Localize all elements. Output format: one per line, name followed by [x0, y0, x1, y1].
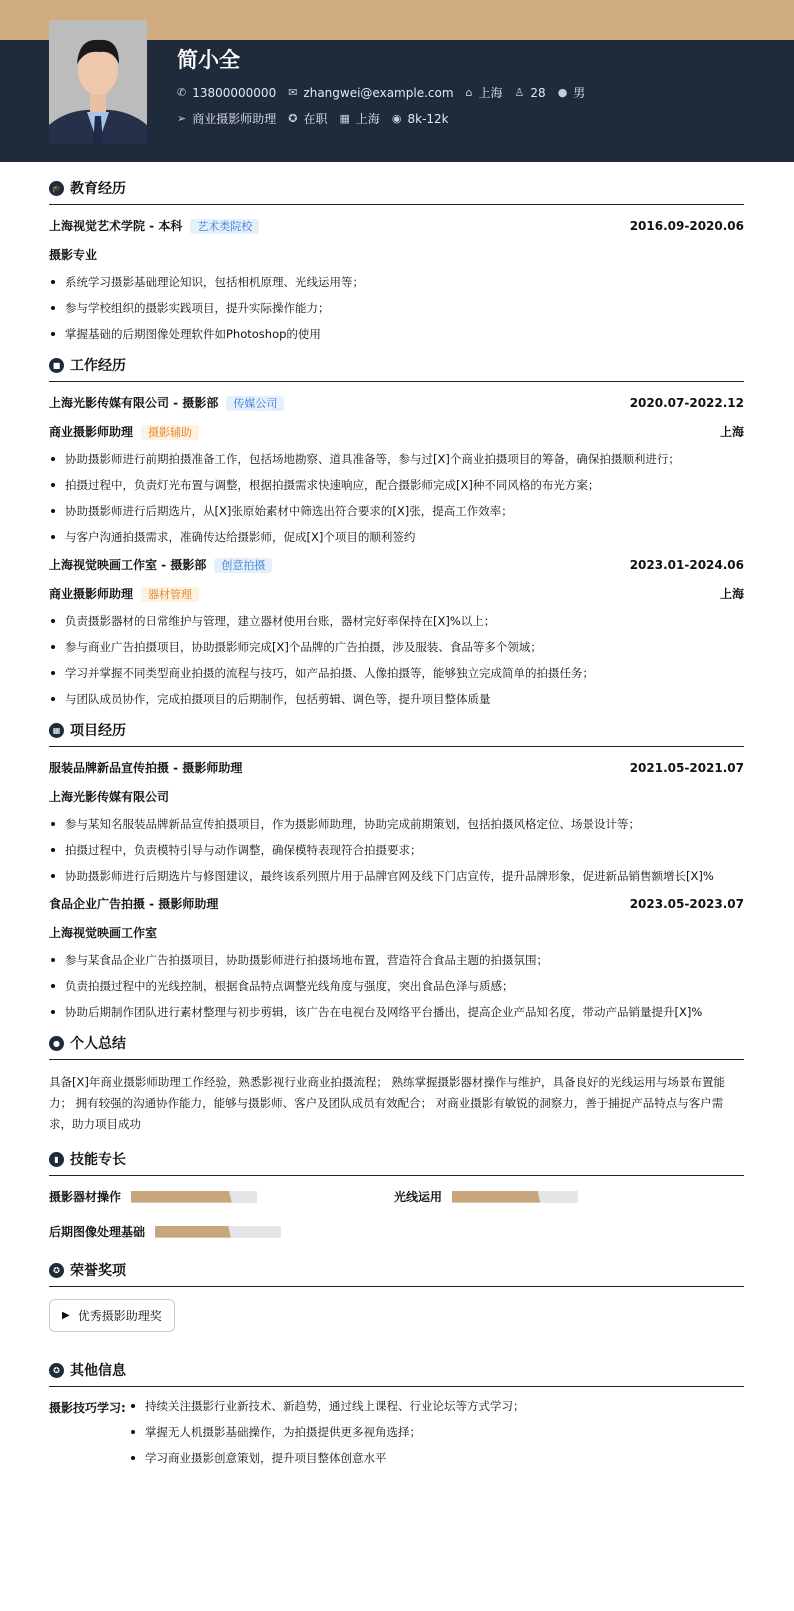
role-tag: 器材管理	[141, 587, 199, 602]
other-label: 摄影技巧学习:	[49, 1401, 126, 1415]
project-name: 食品企业广告拍摄 - 摄影师助理	[49, 897, 219, 911]
age: 28	[530, 85, 546, 100]
skill-name: 摄影器材操作	[49, 1190, 122, 1204]
company: 上海视觉映画工作室 - 摄影部	[49, 558, 207, 572]
award-item[interactable]	[49, 1299, 175, 1332]
list-item: 学习并掌握不同类型商业拍摄的流程与技巧，如产品拍摄、人像拍摄等，能够独立完成简单的拍摄任务；	[49, 666, 744, 680]
school: 上海视觉艺术学院 - 本科	[49, 219, 183, 233]
list-item: 负责摄影器材的日常维护与管理，建立器材使用台账，器材完好率保持在[X]%以上；	[49, 614, 744, 628]
graduation-cap-icon: 🎓	[49, 181, 64, 196]
list-item: 协助后期制作团队进行素材整理与初步剪辑，该广告在电视台及网络平台播出，提高企业产品知名度，带动产品销量提升[X]%	[49, 1005, 744, 1019]
list-item: 参与商业广告拍摄项目，协助摄影师完成[X]个品牌的广告拍摄，涉及服装、食品等多个领域；	[49, 640, 744, 654]
briefcase-icon: ■	[49, 358, 64, 373]
list-item: 与客户沟通拍摄需求，准确传达给摄影师，促成[X]个项目的顺利签约	[49, 530, 744, 544]
list-item: 拍摄过程中，负责灯光布置与调整，根据拍摄需求快速响应，配合摄影师完成[X]种不同风格的布光方案；	[49, 478, 744, 492]
list-item: 掌握无人机摄影基础操作，为拍摄提供更多视角选择；	[129, 1425, 744, 1439]
summary-text: 具备[X]年商业摄影师助理工作经验，熟悉影视行业商业拍摄流程； 熟练掌握摄影器材操作与维护，具备良好的光线运用与场景布置能力； 拥有较强的沟通协作能力，能够与摄影师、客户及团队成员有效配合； 对商业摄影有敏锐的洞察力，善于捕捉产品特点与客户需求，助力项目成功	[49, 1075, 725, 1131]
role-tag: 摄影辅助	[141, 425, 199, 440]
summary-section	[49, 1033, 744, 1135]
list-item: 协助摄影师进行前期拍摄准备工作，包括场地勘察、道具准备等，参与过[X]个商业拍摄项目的筹备，确保拍摄顺利进行；	[49, 452, 744, 466]
skill-bar-fill	[131, 1191, 232, 1203]
job-target: 商业摄影师助理	[192, 112, 277, 126]
list-item: 拍摄过程中，负责模特引导与动作调整，确保模特表现符合拍摄要求；	[49, 843, 744, 857]
company-tag: 传媒公司	[226, 396, 284, 411]
project-name: 服装品牌新品宣传拍摄 - 摄影师助理	[49, 761, 243, 775]
company-tag: 创意拍摄	[214, 558, 272, 573]
date: 2021.05-2021.07	[629, 760, 744, 775]
projects-section	[49, 720, 744, 1019]
list-item: 学习商业摄影创意策划，提升项目整体创意水平	[129, 1451, 744, 1465]
cake-icon: ♙	[514, 86, 525, 99]
other-section	[49, 1360, 744, 1485]
skill-item	[49, 1188, 394, 1205]
role: 商业摄影师助理	[49, 425, 134, 439]
list-item: 系统学习摄影基础理论知识，包括相机原理、光线运用等；	[49, 275, 744, 289]
section-title: 工作经历	[70, 358, 126, 374]
list-item: 与团队成员协作，完成拍摄项目的后期制作，包括剪辑、调色等，提升项目整体质量	[49, 692, 744, 706]
major: 摄影专业	[49, 248, 98, 262]
skill-item	[49, 1223, 394, 1240]
user-icon: ●	[49, 1036, 64, 1051]
salary: 8k-12k	[407, 111, 449, 126]
gender: 男	[573, 86, 586, 100]
section-title: 其他信息	[70, 1363, 126, 1379]
job-status: 在职	[303, 112, 328, 126]
caret-right-icon: ▶	[62, 1310, 70, 1321]
phone: 13800000000	[192, 85, 277, 100]
info-icon: ✪	[49, 1363, 64, 1378]
city: 上海	[719, 587, 744, 601]
list-item: 参与某知名服装品牌新品宣传拍摄项目，作为摄影师助理，协助完成前期策划，包括拍摄风格定位、场景设计等；	[49, 817, 744, 831]
list-item: 持续关注摄影行业新技术、新趋势，通过线上课程、行业论坛等方式学习；	[129, 1399, 744, 1413]
education-section	[49, 178, 744, 341]
location: 上海	[478, 86, 503, 100]
skill-bar-fill	[452, 1191, 540, 1203]
date: 2016.09-2020.06	[629, 218, 744, 233]
section-title: 荣誉奖项	[70, 1263, 126, 1279]
list-item: 参与学校组织的摄影实践项目，提升实际操作能力；	[49, 301, 744, 315]
awards-section	[49, 1260, 744, 1346]
list-item: 负责拍摄过程中的光线控制，根据食品特点调整光线角度与强度，突出食品色泽与质感；	[49, 979, 744, 993]
section-title: 技能专长	[70, 1152, 126, 1168]
skill-name: 光线运用	[394, 1190, 443, 1204]
home-icon: ⌂	[465, 86, 473, 99]
skill-bar	[452, 1191, 578, 1203]
list-item: 协助摄影师进行后期选片与修图建议，最终该系列照片用于品牌官网及线下门店宣传，提升品牌形象，促进新品销售额增长[X]%	[49, 869, 744, 883]
candidate-name: 简小全	[177, 48, 240, 72]
skill-item	[394, 1188, 739, 1205]
list-item: 参与某食品企业广告拍摄项目，协助摄影师进行拍摄场地布置，营造符合食品主题的拍摄氛围；	[49, 953, 744, 967]
work-section	[49, 355, 744, 706]
company: 上海光影传媒有限公司 - 摄影部	[49, 396, 219, 410]
chart-icon: ▮	[49, 1152, 64, 1167]
award-icon: ✪	[49, 1263, 64, 1278]
target-city: 上海	[355, 112, 380, 126]
section-title: 项目经历	[70, 723, 126, 739]
section-title: 个人总结	[70, 1036, 126, 1052]
building-icon: ▦	[339, 112, 350, 125]
skills-section	[49, 1149, 744, 1240]
date: 2023.05-2023.07	[629, 896, 744, 911]
job-row	[177, 110, 449, 127]
contact-row	[177, 84, 585, 101]
date: 2023.01-2024.06	[629, 557, 744, 572]
phone-icon: ✆	[177, 86, 187, 99]
project-org: 上海光影传媒有限公司	[49, 790, 170, 804]
grid-icon: ▦	[49, 723, 64, 738]
skill-bar	[155, 1226, 281, 1238]
avatar-photo	[49, 20, 147, 144]
skill-bar	[131, 1191, 257, 1203]
section-title: 教育经历	[70, 181, 126, 197]
project-org: 上海视觉映画工作室	[49, 926, 158, 940]
mail-icon: ✉	[288, 86, 298, 99]
role: 商业摄影师助理	[49, 587, 134, 601]
send-icon: ➢	[177, 112, 187, 125]
status-icon: ✪	[288, 112, 298, 125]
email: zhangwei@example.com	[303, 85, 454, 100]
school-tag: 艺术类院校	[190, 219, 259, 234]
skill-bar-fill	[155, 1226, 231, 1238]
list-item: 掌握基础的后期图像处理软件如Photoshop的使用	[49, 327, 744, 341]
gender-icon: ●	[557, 86, 568, 99]
award-name: 优秀摄影助理奖	[77, 1309, 162, 1323]
city: 上海	[719, 425, 744, 439]
skill-name: 后期图像处理基础	[49, 1225, 146, 1239]
list-item: 协助摄影师进行后期选片，从[X]张原始素材中筛选出符合要求的[X]张，提高工作效率；	[49, 504, 744, 518]
date: 2020.07-2022.12	[629, 395, 744, 410]
salary-icon: ◉	[391, 112, 402, 125]
